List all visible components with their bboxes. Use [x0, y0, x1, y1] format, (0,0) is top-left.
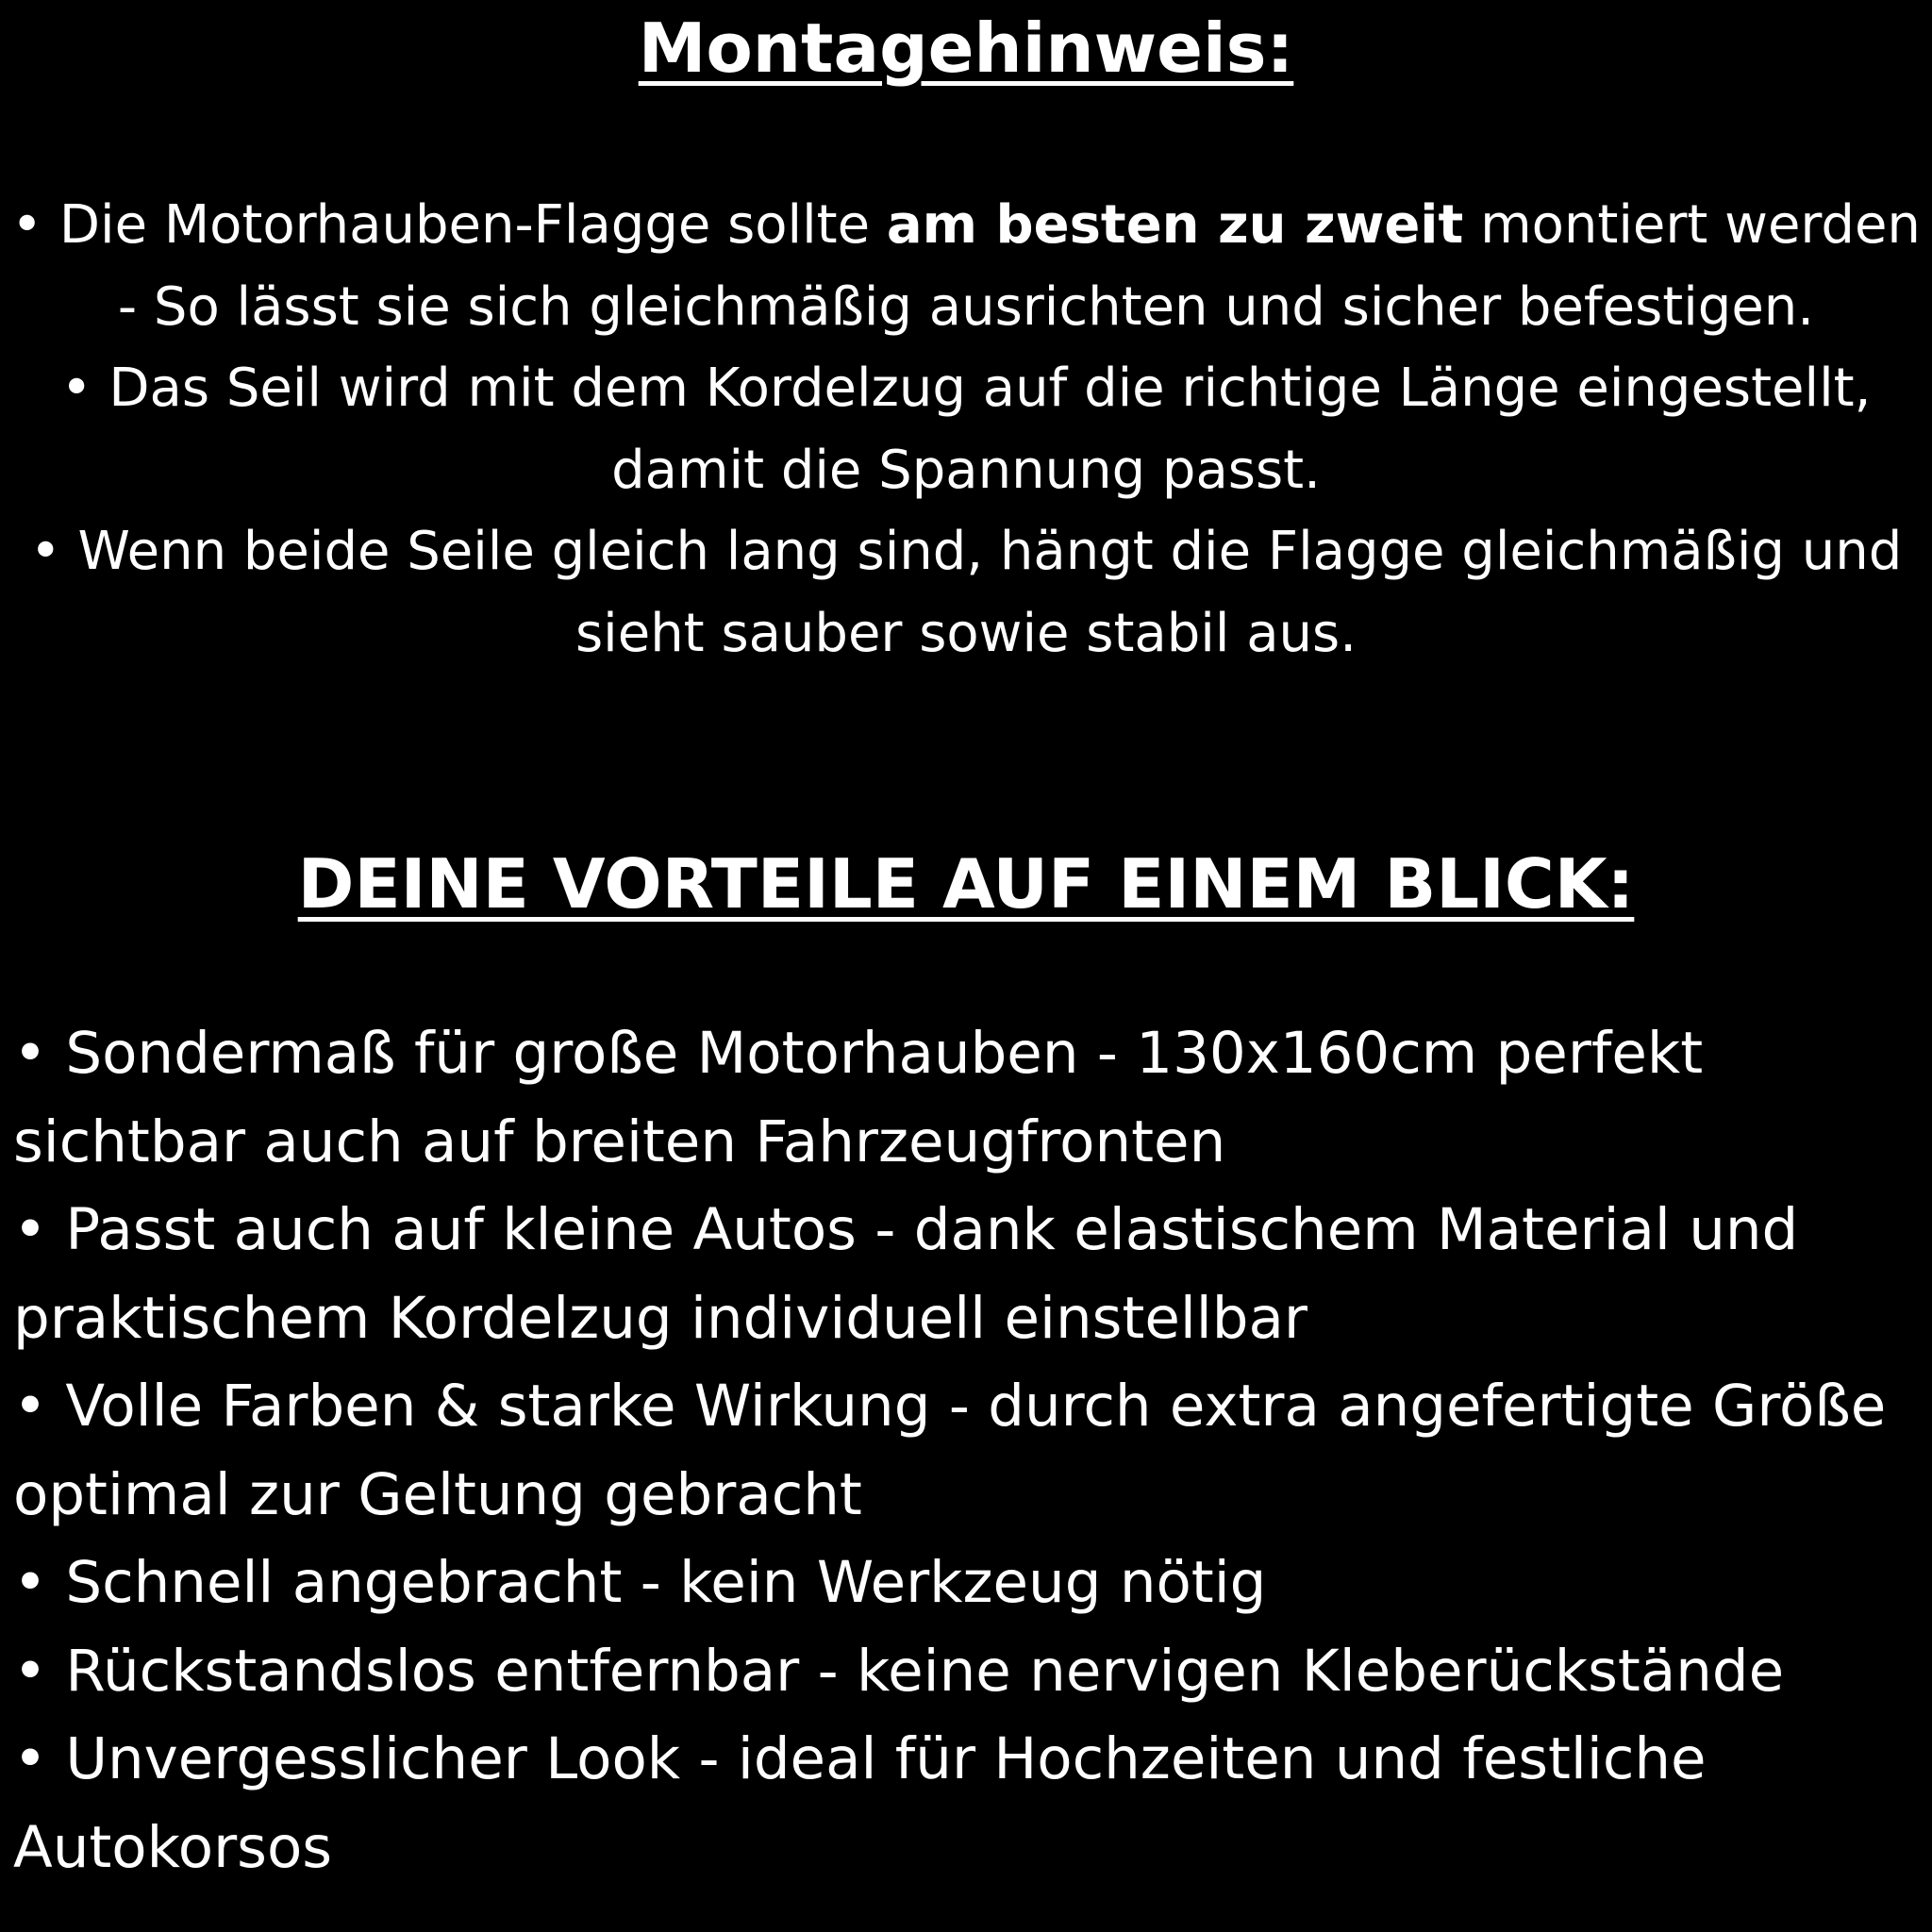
- montage-note-1-start: • Die Motorhauben-Flagge sollte: [11, 194, 887, 256]
- advantage-item: • Unvergesslicher Look - ideal für Hochzeiten und festliche Autokorsos: [13, 1725, 1707, 1881]
- montage-title: Montagehinweis:: [638, 8, 1294, 88]
- montage-note-1-emphasis: am besten zu zweit: [886, 194, 1464, 256]
- advantage-item: • Volle Farben & starke Wirkung - durch extra angefertigte Größe optimal zur Geltung gebracht: [13, 1373, 1887, 1528]
- montage-note-1-end: montiert werden - So lässt sie sich gleichmäßig ausrichten und sicher befestigen.: [117, 194, 1921, 338]
- advantage-item: • Sondermaß für große Motorhauben - 130x160cm perfekt sichtbar auch auf breiten Fahrzeugfronten: [13, 1020, 1704, 1175]
- advantages-title: DEINE VORTEILE AUF EINEM BLICK:: [297, 844, 1635, 924]
- advantages-list: [13, 1009, 1919, 1891]
- advantage-item: • Schnell angebracht - kein Werkzeug nötig: [13, 1549, 1267, 1616]
- montage-note-2: • Das Seil wird mit dem Kordelzug auf die richtige Länge eingestellt, damit die Spannung passt.: [60, 358, 1872, 501]
- advantage-item: • Rückstandslos entfernbar - keine nervigen Kleberückstände: [13, 1637, 1785, 1705]
- advantage-item: • Passt auch auf kleine Autos - dank elastischem Material und praktischem Kordelzug individuell einstellbar: [13, 1196, 1799, 1352]
- montage-note-3: • Wenn beide Seile gleich lang sind, hängt die Flagge gleichmäßig und sieht sauber sowie stabil aus.: [29, 521, 1903, 664]
- montage-notes: [9, 185, 1923, 675]
- montage-note-1: [9, 185, 1923, 348]
